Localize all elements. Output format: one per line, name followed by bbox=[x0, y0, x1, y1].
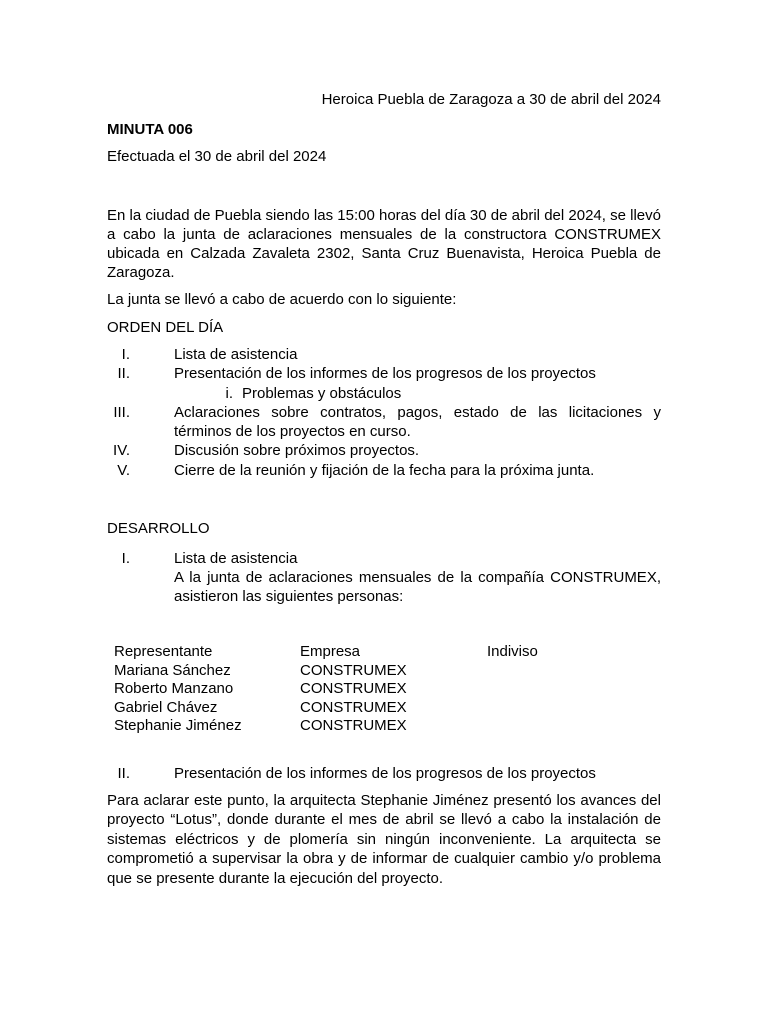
share-cell bbox=[487, 699, 637, 718]
intro-paragraph: En la ciudad de Puebla siendo las 15:00 horas del día 30 de abril del 2024, se llevó a cabo la junta de aclaraciones mensuales de la constructora CONSTRUMEX ubicada en Calzada Zavaleta 2302, Santa Cruz Buenavista, Heroica Puebla de Zaragoza. bbox=[107, 207, 661, 281]
table-row bbox=[114, 680, 637, 699]
agenda-item bbox=[107, 461, 661, 480]
company-cell: CONSTRUMEX bbox=[300, 698, 407, 716]
agenda-item bbox=[107, 403, 661, 442]
representative-cell: Roberto Manzano bbox=[114, 680, 234, 698]
company-cell: CONSTRUMEX bbox=[300, 661, 407, 679]
table-row bbox=[114, 662, 637, 681]
development-item-title: Presentación de los informes de los progresos de los proyectos bbox=[174, 764, 596, 782]
share-cell bbox=[487, 717, 637, 736]
document-page bbox=[107, 90, 661, 888]
development-item-reports bbox=[107, 764, 661, 783]
development-item-title: Lista de asistencia bbox=[174, 550, 298, 568]
agenda-item bbox=[107, 345, 661, 364]
agenda-sub-item bbox=[107, 384, 661, 403]
representative-cell: Gabriel Chávez bbox=[114, 698, 218, 716]
agenda-sub-item-number: i. bbox=[225, 384, 233, 402]
agenda-item-text: Cierre de la reunión y fijación de la fecha para la próxima junta. bbox=[174, 461, 595, 479]
representative-cell: Stephanie Jiménez bbox=[114, 717, 242, 735]
agenda-item-text: Presentación de los informes de los progresos de los proyectos bbox=[174, 365, 596, 383]
agenda-heading: ORDEN DEL DÍA bbox=[107, 319, 224, 336]
company-cell: CONSTRUMEX bbox=[300, 680, 407, 698]
agenda-item-number: III. bbox=[113, 403, 130, 421]
representative-cell: Mariana Sánchez bbox=[114, 661, 231, 679]
agenda-sub-item-text: Problemas y obstáculos bbox=[242, 384, 402, 402]
development-item-attendance bbox=[107, 549, 661, 606]
column-header-company: Empresa bbox=[300, 643, 361, 661]
development-item-text: A la junta de aclaraciones mensuales de la compañía CONSTRUMEX, asistieron las siguientes personas: bbox=[174, 569, 661, 606]
development-item-number: II. bbox=[117, 764, 130, 782]
table-header-row bbox=[114, 643, 637, 662]
agreement-paragraph: La junta se llevó a cabo de acuerdo con lo siguiente: bbox=[107, 291, 457, 308]
development-heading: DESARROLLO bbox=[107, 520, 210, 538]
agenda-item-text: Discusión sobre próximos proyectos. bbox=[174, 442, 420, 460]
column-header-share: Indiviso bbox=[487, 643, 538, 661]
share-cell bbox=[487, 680, 637, 699]
table-row bbox=[114, 699, 637, 718]
agenda-item-text: Aclaraciones sobre contratos, pagos, estado de las licitaciones y términos de los proyectos en curso. bbox=[174, 403, 661, 441]
agenda-item-text: Lista de asistencia bbox=[174, 346, 298, 363]
closing-paragraph: Para aclarar este punto, la arquitecta Stephanie Jiménez presentó los avances del proyecto “Lotus”, donde durante el mes de abril se llevó a cabo la instalación de sistemas eléctricos y de plomería sin ningún inconveniente. La arquitecta se comprometió a supervisar la obra y de informar de cualquier cambio y/o problema que se presente durante la ejecución del proyecto. bbox=[107, 791, 661, 887]
agenda-item-number: V. bbox=[117, 461, 130, 479]
agenda-item-number: II. bbox=[117, 365, 130, 383]
share-cell bbox=[487, 662, 637, 681]
attendance-table bbox=[114, 643, 637, 736]
company-cell: CONSTRUMEX bbox=[300, 717, 407, 735]
performed-date: Efectuada el 30 de abril del 2024 bbox=[107, 148, 327, 165]
agenda-item bbox=[107, 364, 661, 383]
agenda-item-number: IV. bbox=[113, 442, 130, 460]
development-item-number: I. bbox=[121, 550, 130, 568]
table-row bbox=[114, 717, 637, 736]
minute-title: MINUTA 006 bbox=[107, 121, 193, 138]
column-header-representative: Representante bbox=[114, 643, 213, 661]
place-date: Heroica Puebla de Zaragoza a 30 de abril del 2024 bbox=[321, 91, 661, 108]
agenda-item-number: I. bbox=[121, 346, 130, 363]
agenda-item bbox=[107, 441, 661, 460]
agenda-list bbox=[107, 345, 661, 480]
